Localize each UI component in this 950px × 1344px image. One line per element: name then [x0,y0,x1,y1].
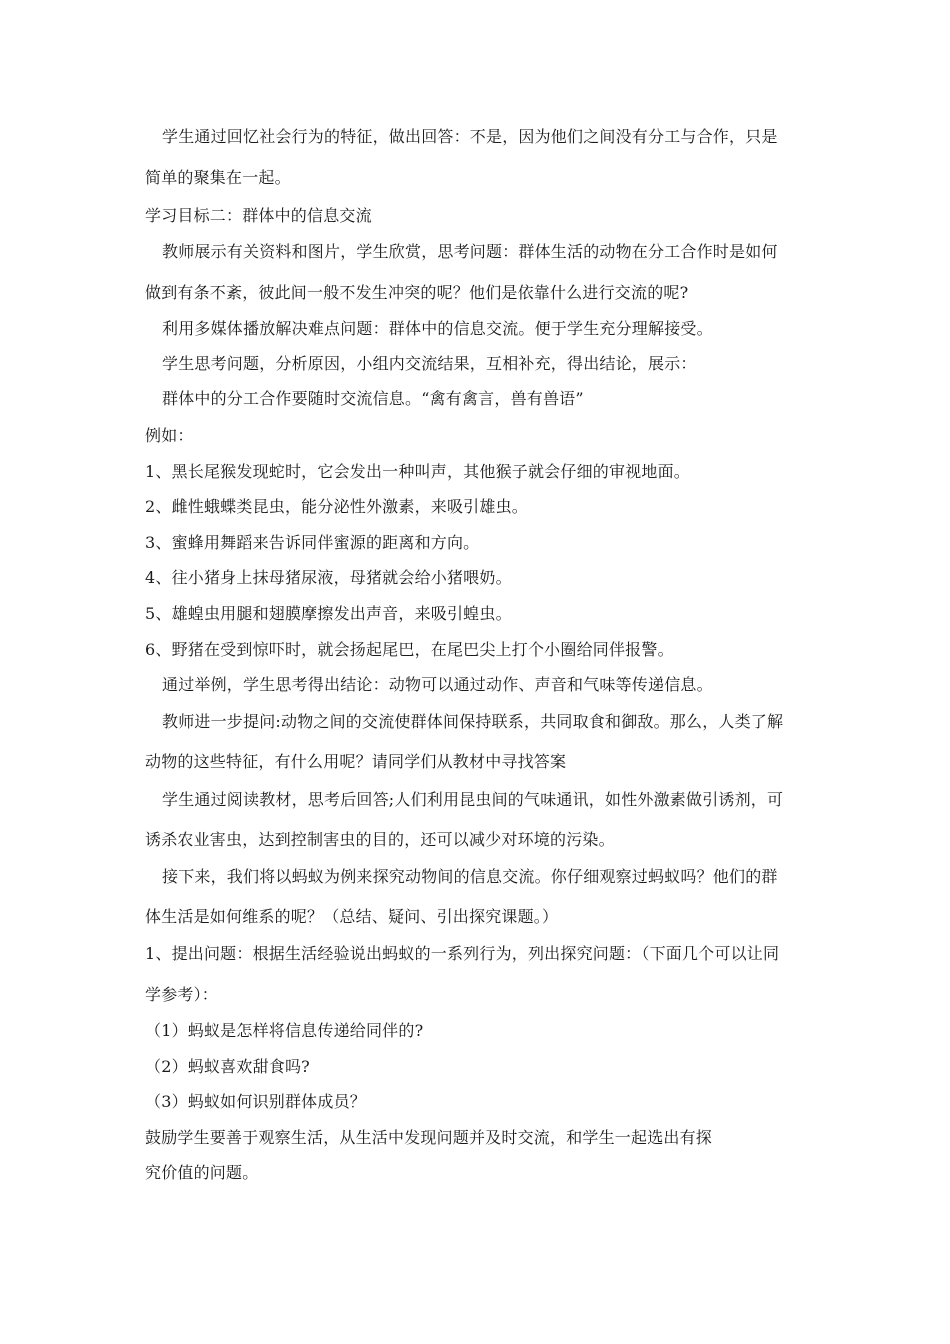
paragraph-line: 利用多媒体播放解决难点问题：群体中的信息交流。便于学生充分理解接受。 [162,319,713,338]
list-item: 4、往小猪身上抹母猪尿液，母猪就会给小猪喂奶。 [145,568,512,587]
sub-list-item: （3）蚂蚁如何识别群体成员？ [145,1092,366,1111]
paragraph-line: 例如： [145,426,194,445]
paragraph-line: 学生通过回忆社会行为的特征，做出回答：不是，因为他们之间没有分工与合作，只是 [162,127,778,146]
paragraph-line: 学参考）： [145,985,219,1004]
paragraph-line: 鼓励学生要善于观察生活，从生活中发现问题并及时交流，和学生一起选出有探 [145,1128,713,1147]
paragraph-line: 动物的这些特征，有什么用呢？请同学们从教材中寻找答案 [145,752,567,771]
paragraph-line: 做到有条不紊，彼此间一般不发生冲突的呢？他们是依靠什么进行交流的呢? [145,283,689,302]
paragraph-line: 学生通过阅读教材，思考后回答;人们利用昆虫间的气味通讯，如性外激素做引诱剂，可 [162,790,784,809]
paragraph-line: 体生活是如何维系的呢？（总结、疑问、引出探究课题。） [145,907,559,926]
paragraph-line: 教师进一步提问:动物之间的交流使群体间保持联系，共同取食和御敌。那么，人类了解 [162,712,784,731]
paragraph-line: 群体中的分工合作要随时交流信息。“禽有禽言，兽有兽语” [162,389,584,408]
sub-list-item: （2）蚂蚁喜欢甜食吗? [145,1057,310,1076]
list-item: 3、蜜蜂用舞蹈来告诉同伴蜜源的距离和方向。 [145,533,480,552]
paragraph-line: 诱杀农业害虫，达到控制害虫的目的，还可以减少对环境的污染。 [145,830,615,849]
paragraph-line: 简单的聚集在一起。 [145,168,291,187]
paragraph-line: 接下来，我们将以蚂蚁为例来探究动物间的信息交流。你仔细观察过蚂蚁吗？他们的群 [162,867,778,886]
list-item: 5、雄蝗虫用腿和翅膜摩擦发出声音，来吸引蝗虫。 [145,604,512,623]
sub-list-item: （1）蚂蚁是怎样将信息传递给同伴的? [145,1021,424,1040]
paragraph-line: 学生思考问题，分析原因，小组内交流结果，互相补充，得出结论，展示： [162,354,697,373]
paragraph-line: 通过举例，学生思考得出结论：动物可以通过动作、声音和气味等传递信息。 [162,675,713,694]
section-heading: 学习目标二：群体中的信息交流 [145,206,372,225]
list-item: 1、提出问题：根据生活经验说出蚂蚁的一系列行为，列出探究问题：（下面几个可以让同 [145,944,780,963]
paragraph-line: 教师展示有关资料和图片，学生欣赏，思考问题：群体生活的动物在分工合作时是如何 [162,242,778,261]
list-item: 1、黑长尾猴发现蛇时，它会发出一种叫声，其他猴子就会仔细的审视地面。 [145,462,690,481]
list-item: 6、野猪在受到惊吓时，就会扬起尾巴，在尾巴尖上打个小圈给同伴报警。 [145,640,674,659]
list-item: 2、雌性蛾蝶类昆虫，能分泌性外激素，来吸引雄虫。 [145,497,528,516]
paragraph-line: 究价值的问题。 [145,1163,259,1182]
